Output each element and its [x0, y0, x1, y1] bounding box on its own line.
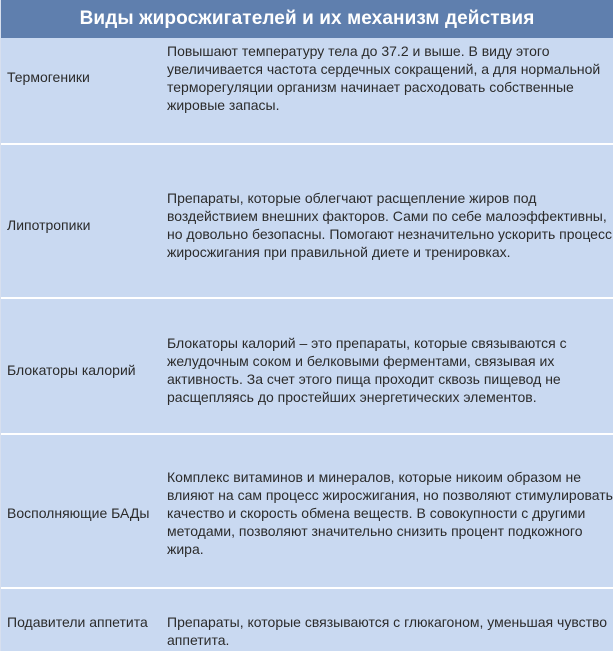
row-name: Липотропики	[7, 217, 91, 233]
table-title: Виды жиросжигателей и их механизм действия	[1, 0, 613, 38]
row-description: Комплекс витаминов и минералов, которые никоим образом не влияют на сам процесс жиросжигания, но позволяют стимулировать качество и скорость обмена веществ. В совокупности с другими методами, позволяют значительно снизить процент подкожного жира.	[167, 469, 613, 557]
row-description: Блокаторы калорий – это препараты, которые связываются с желудочным соком и белковыми ферментами, связывая их активность. За счет этого пища проходит сквозь пищевод не расщепляясь до простейших энергетических элементов.	[167, 335, 567, 405]
row-name: Восполняющие БАДы	[7, 505, 150, 521]
row-name-cell	[1, 589, 167, 651]
row-description-cell	[167, 38, 613, 143]
row-name-cell	[1, 299, 167, 433]
row-name: Термогеники	[7, 69, 90, 85]
table-row	[1, 589, 613, 651]
table-row	[1, 145, 613, 299]
row-name-cell	[1, 38, 167, 143]
table-row	[1, 435, 613, 589]
row-name: Подавители аппетита	[7, 614, 148, 630]
row-name-cell	[1, 145, 167, 297]
row-description: Препараты, которые облегчают расщепление жиров под воздействием внешних факторов. Сами по себе малоэффективны, но довольно безопасны. Помогают незначительно ускорить процесс жиросжигания при правильной диете и тренировках.	[167, 190, 612, 260]
row-description-cell	[167, 435, 613, 587]
row-description-cell	[167, 299, 613, 433]
row-description: Препараты, которые связываются с глюкагоном, уменьшая чувство аппетита.	[167, 614, 608, 648]
table-row	[1, 299, 613, 435]
row-description-cell	[167, 145, 613, 297]
row-name: Блокаторы калорий	[7, 362, 136, 378]
table-row	[1, 38, 613, 145]
row-description: Повышают температуру тела до 37.2 и выше. В виду этого увеличивается частота сердечных сокращений, а для нормальной терморегуляции организм начинает расходовать собственные жировые запасы.	[167, 43, 601, 113]
row-description-cell	[167, 589, 613, 651]
row-name-cell	[1, 435, 167, 587]
